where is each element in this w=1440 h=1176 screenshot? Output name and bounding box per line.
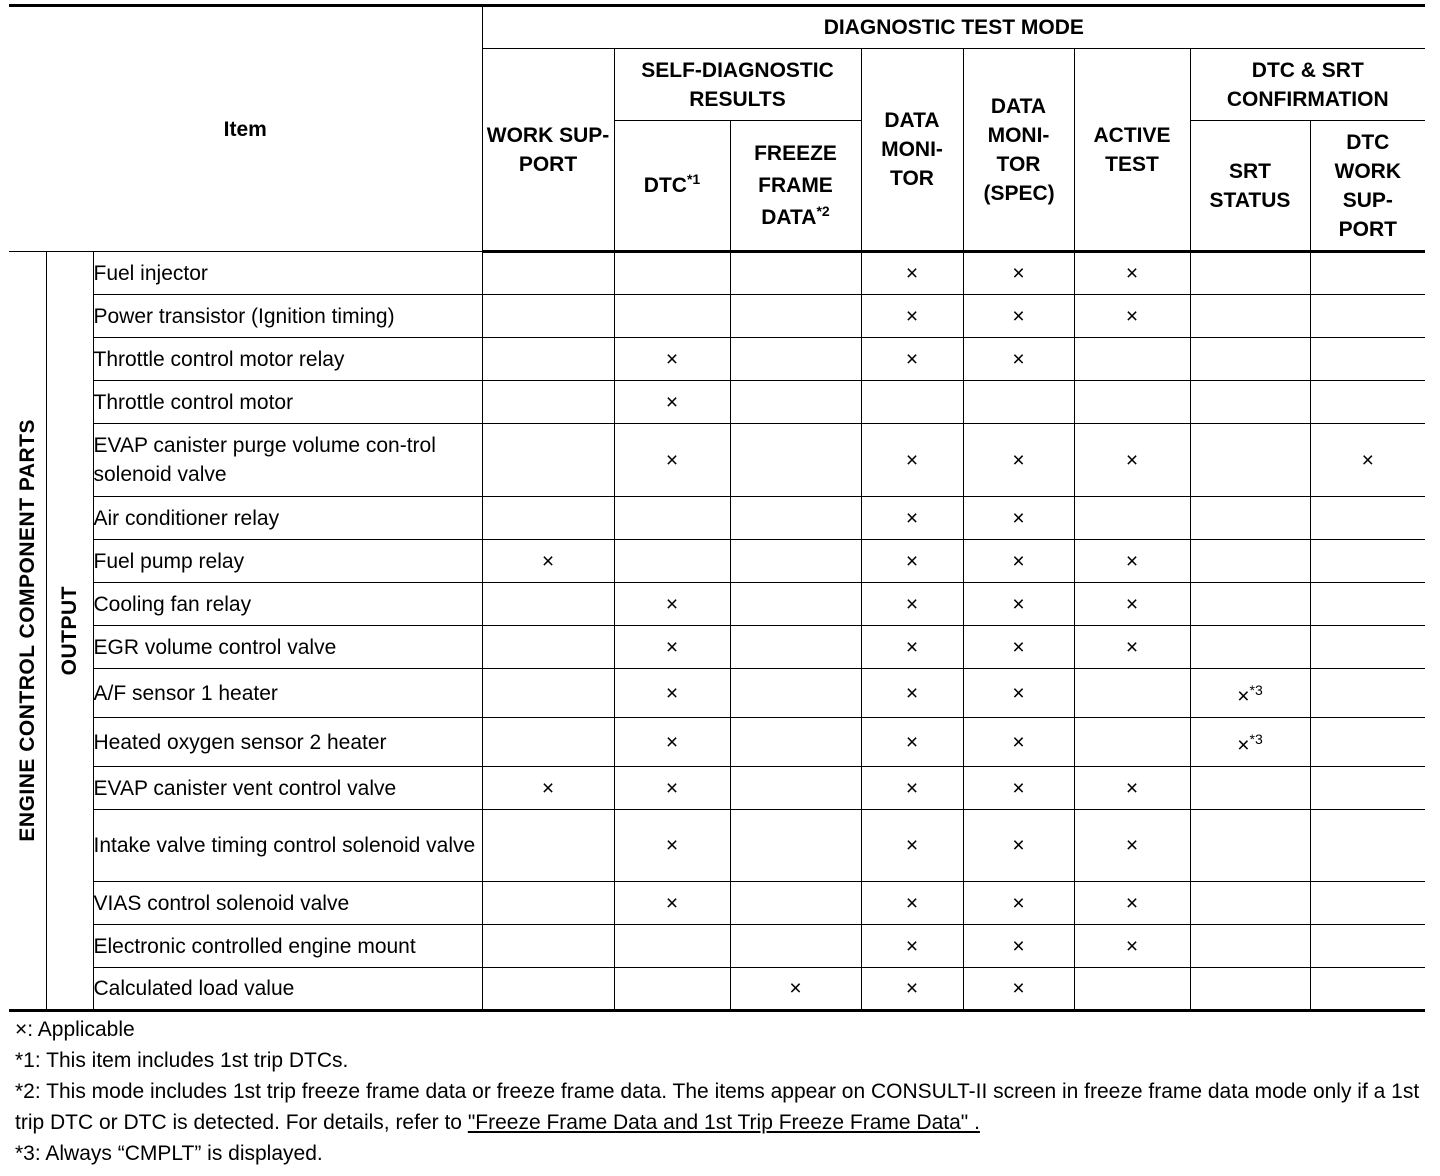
srt-status-mark-cell [1190, 540, 1310, 583]
footnotes [15, 1014, 1430, 1169]
dtc-work-support-mark-cell [1310, 338, 1425, 381]
dtc-mark-cell: × [614, 767, 730, 810]
self-diagnostic-results-header: SELF-DIAGNOSTIC RESULTS [614, 49, 861, 121]
note-3: *3: Always “CMPLT” is displayed. [15, 1142, 323, 1165]
dtc-mark-cell [614, 968, 730, 1011]
work-support-mark-cell [482, 497, 614, 540]
srt-status-mark-cell [1190, 252, 1310, 295]
active-test-mark-cell: × [1074, 626, 1190, 669]
subgroup-side-label [46, 252, 93, 1011]
work-support-mark-cell [482, 252, 614, 295]
item-name-cell: Throttle control motor [93, 381, 482, 424]
item-name-cell: EVAP canister purge volume con-trol solenoid valve [93, 424, 482, 497]
data-monitor-spec-mark-cell: × [963, 968, 1074, 1011]
dtc-work-support-mark-cell [1310, 925, 1425, 968]
dtc-mark-cell: × [614, 583, 730, 626]
dtc-mark-cell: × [614, 424, 730, 497]
dtc-mark-cell [614, 252, 730, 295]
data-monitor-mark-cell: × [861, 338, 963, 381]
item-name-cell: Fuel injector [93, 252, 482, 295]
dtc-mark-cell [614, 497, 730, 540]
table-row [9, 252, 1425, 295]
data-monitor-mark-cell: × [861, 540, 963, 583]
srt-status-mark-cell [1190, 882, 1310, 925]
diagnostic-mode-table [9, 4, 1425, 1012]
applicable-mark: × [1237, 733, 1250, 757]
data-monitor-spec-mark-cell: × [963, 767, 1074, 810]
data-monitor-mark-cell: × [861, 295, 963, 338]
table-row [9, 540, 1425, 583]
item-name-cell: EVAP canister vent control valve [93, 767, 482, 810]
work-support-mark-cell [482, 295, 614, 338]
item-column-header: Item [9, 6, 482, 252]
srt-status-mark-cell [1190, 626, 1310, 669]
work-support-mark-cell [482, 424, 614, 497]
dtc-mark-cell [614, 295, 730, 338]
data-monitor-mark-cell: × [861, 583, 963, 626]
mark-footnote: *3 [1249, 730, 1263, 747]
item-name-cell: Calculated load value [93, 968, 482, 1011]
data-monitor-header: DATA MONI- TOR [861, 49, 963, 252]
item-name-cell: Intake valve timing control solenoid valve [93, 810, 482, 882]
freeze-frame-data-link[interactable]: "Freeze Frame Data and 1st Trip Freeze Frame Data" . [467, 1111, 980, 1134]
active-test-header: ACTIVE TEST [1074, 49, 1190, 252]
dtc-mark-cell: × [614, 718, 730, 767]
freeze-frame-mark-cell [730, 424, 861, 497]
work-support-mark-cell [482, 968, 614, 1011]
dtc-work-support-mark-cell [1310, 583, 1425, 626]
item-name-cell: EGR volume control valve [93, 626, 482, 669]
group-side-label [9, 252, 46, 1011]
freeze-frame-mark-cell [730, 583, 861, 626]
work-support-mark-cell [482, 810, 614, 882]
data-monitor-spec-mark-cell: × [963, 718, 1074, 767]
freeze-frame-mark-cell [730, 381, 861, 424]
active-test-mark-cell [1074, 497, 1190, 540]
freeze-frame-data-header [730, 121, 861, 252]
table-row [9, 810, 1425, 882]
item-name-cell: Cooling fan relay [93, 583, 482, 626]
subgroup-label-text: OUTPUT [58, 585, 81, 676]
active-test-mark-cell [1074, 669, 1190, 718]
note-2-text: *2: This mode includes 1st trip freeze frame data or freeze frame data. The items appear on CONSULT-II screen in freeze frame data mode only if a 1st trip DTC or DTC is detected. For details, refer to [15, 1080, 1420, 1134]
item-name-cell: VIAS control solenoid valve [93, 882, 482, 925]
dtc-mark-cell: × [614, 669, 730, 718]
data-monitor-mark-cell: × [861, 626, 963, 669]
data-monitor-spec-mark-cell: × [963, 497, 1074, 540]
dtc-work-support-mark-cell [1310, 381, 1425, 424]
freeze-frame-mark-cell [730, 338, 861, 381]
data-monitor-spec-mark-cell: × [963, 424, 1074, 497]
freeze-frame-mark-cell [730, 669, 861, 718]
dtc-header-footnote: *1 [686, 171, 701, 187]
srt-status-mark-cell [1190, 669, 1310, 718]
freeze-frame-mark-cell [730, 767, 861, 810]
item-name-cell: Air conditioner relay [93, 497, 482, 540]
note-2 [15, 1076, 1430, 1138]
data-monitor-spec-mark-cell: × [963, 540, 1074, 583]
active-test-mark-cell: × [1074, 583, 1190, 626]
data-monitor-spec-mark-cell: × [963, 583, 1074, 626]
data-monitor-spec-mark-cell: × [963, 925, 1074, 968]
freeze-frame-mark-cell [730, 252, 861, 295]
freeze-frame-footnote: *2 [816, 202, 830, 219]
dtc-work-support-mark-cell [1310, 540, 1425, 583]
data-monitor-mark-cell: × [861, 810, 963, 882]
diagnostic-test-mode-header: DIAGNOSTIC TEST MODE [482, 6, 1425, 49]
active-test-mark-cell: × [1074, 540, 1190, 583]
work-support-mark-cell [482, 882, 614, 925]
data-monitor-mark-cell: × [861, 968, 963, 1011]
work-support-mark-cell [482, 583, 614, 626]
data-monitor-mark-cell: × [861, 669, 963, 718]
freeze-frame-mark-cell [730, 497, 861, 540]
dtc-work-support-mark-cell [1310, 669, 1425, 718]
dtc-work-support-mark-cell [1310, 626, 1425, 669]
mark-footnote: *3 [1249, 681, 1263, 698]
active-test-mark-cell [1074, 718, 1190, 767]
srt-status-mark-cell [1190, 767, 1310, 810]
dtc-work-support-mark-cell [1310, 767, 1425, 810]
freeze-frame-mark-cell [730, 925, 861, 968]
srt-status-mark-cell [1190, 381, 1310, 424]
dtc-work-support-mark-cell [1310, 252, 1425, 295]
table-row [9, 669, 1425, 718]
data-monitor-spec-mark-cell: × [963, 669, 1074, 718]
work-support-mark-cell [482, 338, 614, 381]
active-test-mark-cell: × [1074, 767, 1190, 810]
table-row [9, 338, 1425, 381]
table-row [9, 626, 1425, 669]
dtc-mark-cell: × [614, 882, 730, 925]
dtc-mark-cell [614, 925, 730, 968]
freeze-frame-line3: DATA [761, 205, 817, 229]
dtc-work-support-header: DTC WORK SUP- PORT [1310, 121, 1425, 252]
active-test-mark-cell: × [1074, 810, 1190, 882]
freeze-frame-mark-cell: × [730, 968, 861, 1011]
srt-status-mark-cell [1190, 968, 1310, 1011]
active-test-mark-cell: × [1074, 882, 1190, 925]
freeze-frame-mark-cell [730, 540, 861, 583]
data-monitor-spec-mark-cell [963, 381, 1074, 424]
freeze-frame-line2: FRAME [758, 173, 833, 197]
item-name-cell: A/F sensor 1 heater [93, 669, 482, 718]
dtc-mark-cell [614, 540, 730, 583]
note-applicable: ×: Applicable [15, 1018, 135, 1041]
data-monitor-spec-mark-cell: × [963, 626, 1074, 669]
work-support-mark-cell [482, 381, 614, 424]
data-monitor-spec-mark-cell: × [963, 295, 1074, 338]
dtc-work-support-mark-cell [1310, 810, 1425, 882]
srt-status-mark-cell [1190, 583, 1310, 626]
note-1: *1: This item includes 1st trip DTCs. [15, 1049, 349, 1072]
data-monitor-mark-cell: × [861, 718, 963, 767]
work-support-mark-cell [482, 718, 614, 767]
table-row [9, 381, 1425, 424]
active-test-mark-cell: × [1074, 925, 1190, 968]
work-support-header: WORK SUP- PORT [482, 49, 614, 252]
dtc-work-support-mark-cell: × [1310, 424, 1425, 497]
data-monitor-mark-cell [861, 381, 963, 424]
active-test-mark-cell [1074, 338, 1190, 381]
srt-status-mark-cell [1190, 810, 1310, 882]
data-monitor-mark-cell: × [861, 767, 963, 810]
dtc-header-label: DTC [643, 174, 687, 197]
data-monitor-mark-cell: × [861, 252, 963, 295]
freeze-frame-mark-cell [730, 718, 861, 767]
table-row [9, 882, 1425, 925]
work-support-mark-cell: × [482, 540, 614, 583]
data-monitor-spec-mark-cell: × [963, 338, 1074, 381]
srt-status-mark-cell [1190, 497, 1310, 540]
data-monitor-spec-mark-cell: × [963, 882, 1074, 925]
table-row [9, 424, 1425, 497]
dtc-header [614, 121, 730, 252]
table-body [9, 252, 1425, 1011]
table-row [9, 497, 1425, 540]
dtc-mark-cell: × [614, 381, 730, 424]
active-test-mark-cell: × [1074, 424, 1190, 497]
srt-status-mark-cell [1190, 718, 1310, 767]
data-monitor-mark-cell: × [861, 424, 963, 497]
work-support-mark-cell [482, 626, 614, 669]
freeze-frame-mark-cell [730, 882, 861, 925]
data-monitor-mark-cell: × [861, 497, 963, 540]
dtc-srt-confirmation-header: DTC & SRT CONFIRMATION [1190, 49, 1425, 121]
freeze-frame-mark-cell [730, 626, 861, 669]
dtc-work-support-mark-cell [1310, 497, 1425, 540]
data-monitor-mark-cell: × [861, 925, 963, 968]
data-monitor-spec-header: DATA MONI- TOR (SPEC) [963, 49, 1074, 252]
srt-status-mark-cell [1190, 424, 1310, 497]
active-test-mark-cell [1074, 968, 1190, 1011]
active-test-mark-cell [1074, 381, 1190, 424]
table-row [9, 968, 1425, 1011]
table-row [9, 583, 1425, 626]
dtc-work-support-mark-cell [1310, 882, 1425, 925]
active-test-mark-cell: × [1074, 295, 1190, 338]
item-name-cell: Fuel pump relay [93, 540, 482, 583]
active-test-mark-cell: × [1074, 252, 1190, 295]
table-row [9, 925, 1425, 968]
table-row [9, 718, 1425, 767]
table-row [9, 295, 1425, 338]
group-label-text: ENGINE CONTROL COMPONENT PARTS [15, 419, 39, 842]
data-monitor-mark-cell: × [861, 882, 963, 925]
freeze-frame-line1: FREEZE [754, 141, 837, 165]
srt-status-header: SRT STATUS [1190, 121, 1310, 252]
applicable-mark: × [1237, 684, 1250, 708]
srt-status-mark-cell [1190, 925, 1310, 968]
work-support-mark-cell: × [482, 767, 614, 810]
work-support-mark-cell [482, 669, 614, 718]
dtc-work-support-mark-cell [1310, 295, 1425, 338]
item-name-cell: Throttle control motor relay [93, 338, 482, 381]
dtc-mark-cell: × [614, 810, 730, 882]
dtc-work-support-mark-cell [1310, 968, 1425, 1011]
srt-status-mark-cell [1190, 295, 1310, 338]
data-monitor-spec-mark-cell: × [963, 252, 1074, 295]
freeze-frame-mark-cell [730, 295, 861, 338]
dtc-mark-cell: × [614, 626, 730, 669]
item-name-cell: Heated oxygen sensor 2 heater [93, 718, 482, 767]
table-row [9, 767, 1425, 810]
data-monitor-spec-mark-cell: × [963, 810, 1074, 882]
dtc-mark-cell: × [614, 338, 730, 381]
item-name-cell: Electronic controlled engine mount [93, 925, 482, 968]
item-name-cell: Power transistor (Ignition timing) [93, 295, 482, 338]
freeze-frame-mark-cell [730, 810, 861, 882]
dtc-work-support-mark-cell [1310, 718, 1425, 767]
work-support-mark-cell [482, 925, 614, 968]
srt-status-mark-cell [1190, 338, 1310, 381]
